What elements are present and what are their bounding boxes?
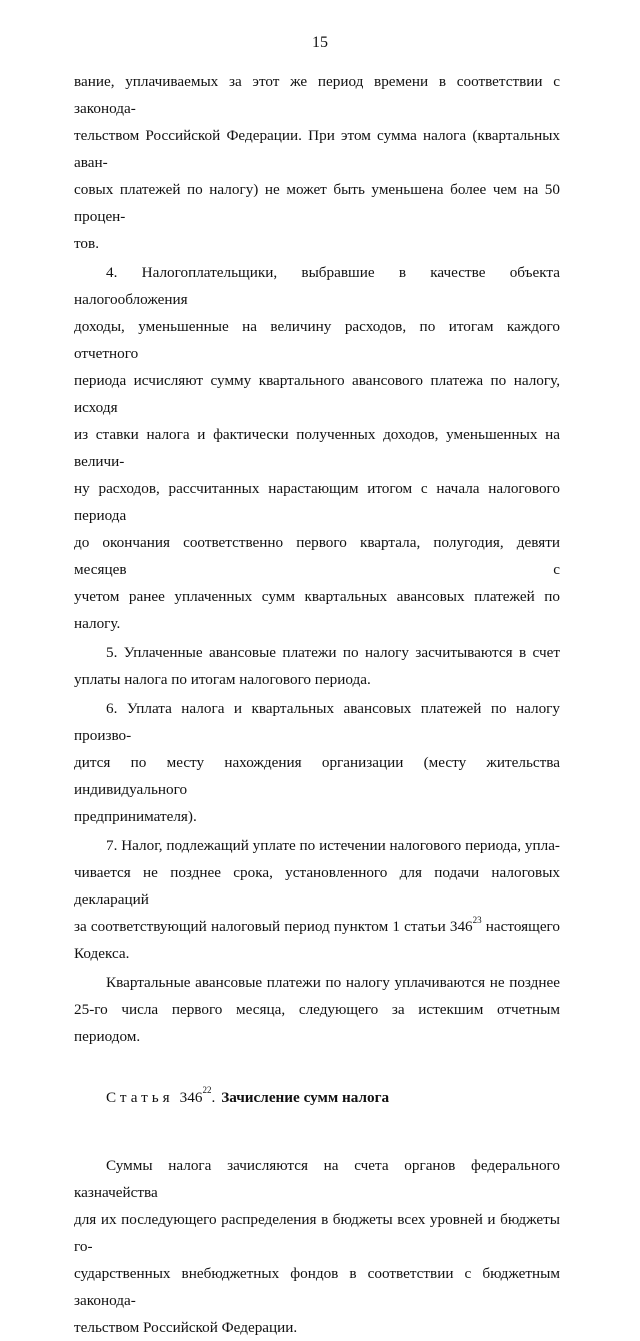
- text-line: до окончания соответственно первого квартала, полугодия, девяти месяцев с: [74, 534, 560, 578]
- page-number: 15: [312, 34, 328, 51]
- text-line: ну расходов, рассчитанных нарастающим итогом с начала налогового периода: [74, 480, 560, 524]
- text-line: уплаты налога по итогам налогового периода.: [74, 671, 371, 688]
- article-number-group: [180, 1084, 216, 1111]
- text-line: из ставки налога и фактически полученных доходов, уменьшенных на величи-: [74, 426, 560, 470]
- text-line: предпринимателя).: [74, 808, 197, 825]
- text-line-with-superscript: [74, 913, 560, 940]
- text-line: для их последующего распределения в бюджеты всех уровней и бюджеты го-: [74, 1211, 560, 1255]
- article-heading: [74, 1070, 560, 1124]
- article-number-superscript: 22: [202, 1085, 212, 1096]
- paragraph-item-6: [74, 695, 560, 830]
- text-line: чивается не позднее срока, установленного для подачи налоговых деклараций: [74, 864, 560, 908]
- article-title: Зачисление сумм налога: [221, 1088, 390, 1106]
- text-line: тов.: [74, 235, 99, 252]
- text-line: 6. Уплата налога и квартальных авансовых платежей по налогу произво-: [74, 700, 560, 744]
- article-number: 346: [179, 1088, 203, 1106]
- text-line: дится по месту нахождения организации (месту жительства индивидуального: [74, 754, 560, 798]
- paragraph-continuation: [74, 68, 560, 257]
- text-segment: настоящего: [481, 918, 561, 935]
- document-body: [74, 68, 560, 1341]
- text-line: Квартальные авансовые платежи по налогу уплачиваются не позднее: [106, 974, 560, 991]
- article-number-suffix: .: [211, 1088, 216, 1106]
- text-line: совых платежей по налогу) не может быть уменьшена более чем на 50 процен-: [74, 181, 560, 225]
- paragraph-quarterly-payments: [74, 969, 560, 1050]
- paragraph-item-4: [74, 259, 560, 637]
- text-line: периода исчисляют сумму квартального авансового платежа по налогу, исходя: [74, 372, 560, 416]
- paragraph-item-5: [74, 639, 560, 693]
- text-line: 7. Налог, подлежащий уплате по истечении налогового периода, упла-: [106, 837, 560, 854]
- text-line: Суммы налога зачисляются на счета органов федерального казначейства: [74, 1157, 560, 1201]
- text-line: тельством Российской Федерации.: [74, 1319, 298, 1336]
- text-line: вание, уплачиваемых за этот же период времени в соответствии с законода-: [74, 73, 560, 117]
- text-line: Кодекса.: [74, 945, 130, 962]
- text-line: 25-го числа первого месяца, следующего за истекшим отчетным периодом.: [74, 1001, 560, 1045]
- text-segment: за соответствующий налоговый период пунктом 1 статьи 346: [74, 918, 473, 935]
- text-line: 4. Налогоплательщики, выбравшие в качестве объекта налогообложения: [74, 264, 560, 308]
- text-line: тельством Российской Федерации. При этом сумма налога (квартальных аван-: [74, 127, 560, 171]
- text-line: 5. Уплаченные авансовые платежи по налогу засчитываются в счет: [106, 644, 560, 661]
- paragraph-tax-allocation: [74, 1152, 560, 1341]
- text-line: учетом ранее уплаченных сумм квартальных авансовых платежей по налогу.: [74, 588, 560, 632]
- text-line: сударственных внебюджетных фондов в соответствии с бюджетным законода-: [74, 1265, 560, 1309]
- article-label: Статья: [106, 1088, 174, 1106]
- text-line: доходы, уменьшенные на величину расходов, по итогам каждого отчетного: [74, 318, 560, 362]
- superscript: 23: [472, 914, 482, 925]
